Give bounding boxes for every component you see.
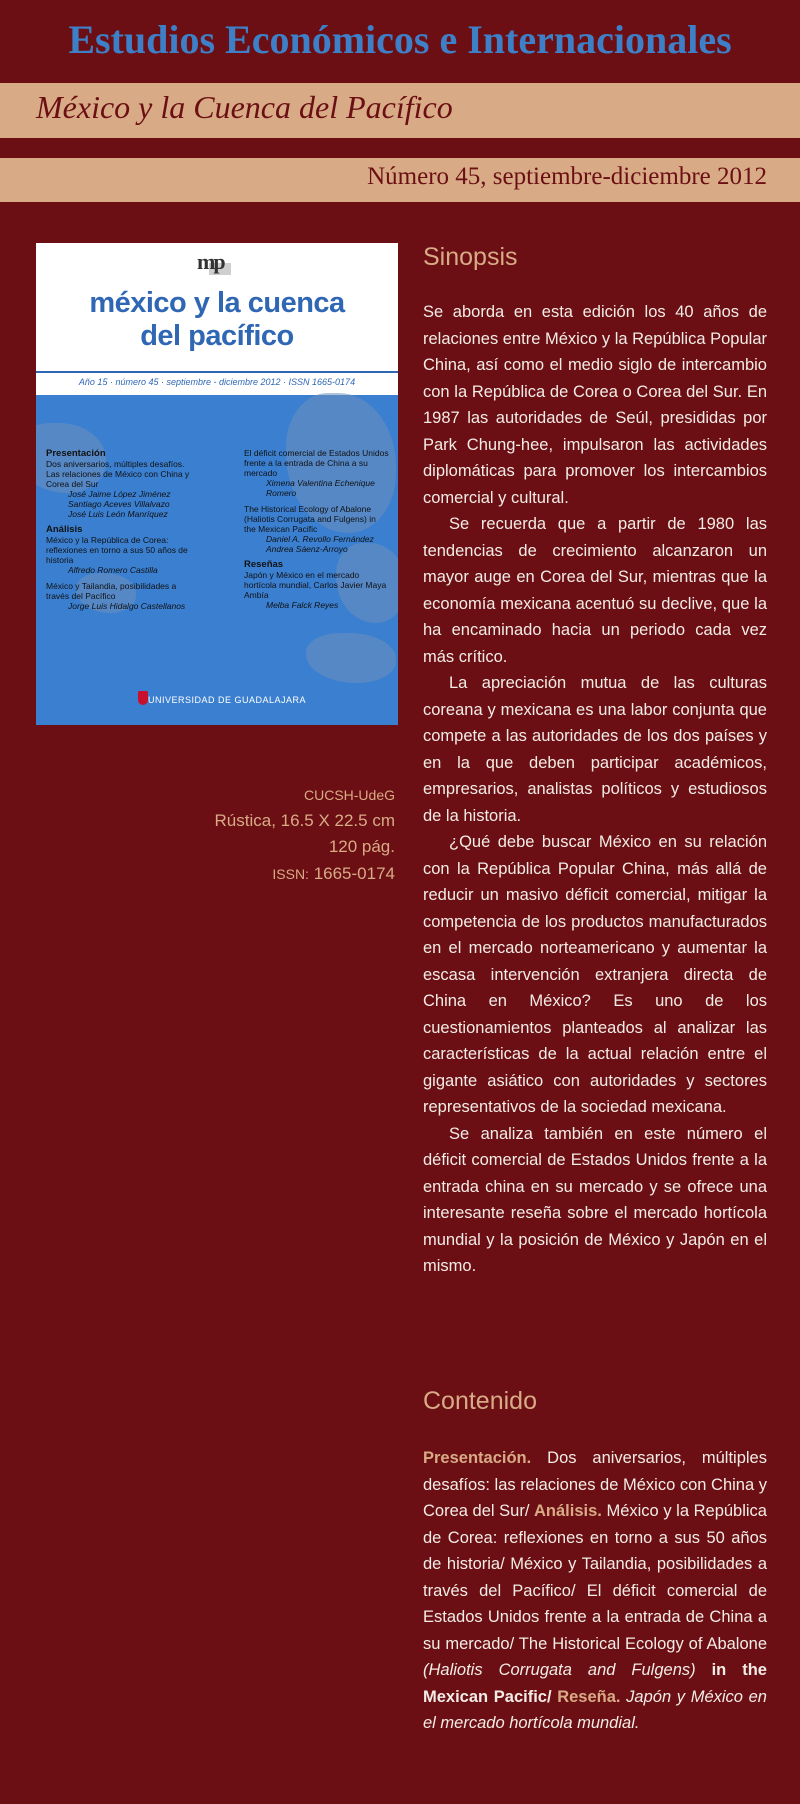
- cover-item: Japón y México en el mercado hortícola mundial, Carlos Javier Maya Ambía: [244, 570, 387, 600]
- cover-right-column: [244, 448, 389, 610]
- cover-author: Santiago Aceves Villalvazo: [68, 499, 170, 509]
- contents-text: México y la República de Corea: reflexiones en torno a sus 50 años de historia/ México y Tailandia, posibilidades a través del Pacífico/ El déficit comercial de Estados Unidos frente a la entrada de China a su mercado/ The Historical Ecology of Abalone: [423, 1502, 767, 1653]
- contents-italic: (Haliotis Corrugata and Fulgens): [423, 1661, 696, 1679]
- issue-band: [0, 158, 800, 202]
- issn-value: 1665-0174: [313, 864, 395, 883]
- contenido-heading: Contenido: [423, 1387, 537, 1415]
- sinopsis-heading: Sinopsis: [423, 243, 518, 271]
- journal-subtitle: México y la Cuenca del Pacífico: [36, 89, 453, 125]
- map-land-5: [306, 633, 396, 683]
- cover-heading: Análisis: [46, 524, 83, 535]
- cover-strip: [36, 371, 398, 395]
- cover-item: The Historical Ecology of Abalone (Haliotis Corrugata and Fulgens) in the Mexican Pacific: [244, 504, 376, 534]
- cover-logo: [197, 249, 237, 275]
- binding-size: Rústica, 16.5 X 22.5 cm: [214, 811, 395, 830]
- contenido-body: [423, 1445, 767, 1737]
- cover-left-column: [46, 443, 196, 611]
- cover-title-line1: méxico y la cuenca: [89, 287, 345, 319]
- logo-text: mp: [197, 249, 224, 274]
- cover-heading: Reseñas: [244, 559, 284, 570]
- cover-author: José Luis León Manríquez: [68, 509, 168, 519]
- cover-item: Dos aniversarios, múltiples desafíos. Las relaciones de México con China y Corea del Sur: [46, 459, 190, 489]
- publisher: CUCSH-UdeG: [303, 787, 395, 803]
- section-label: Presentación.: [423, 1449, 532, 1467]
- page-count: 120 pág.: [328, 837, 395, 856]
- cover-university: UNIVERSIDAD DE GUADALAJARA: [148, 695, 307, 705]
- cover-author: Jorge Luis Hidalgo Castellanos: [68, 601, 186, 611]
- cover-author: Andrea Sáenz-Arroyo: [266, 544, 348, 554]
- sinopsis-paragraph: Se analiza también en este número el déficit comercial de Estados Unidos frente a la entrada china en su mercado y se ofrece una interesante reseña sobre el mercado hortícola mundial y la posición de México y Japón en el mismo.: [423, 1124, 767, 1275]
- sinopsis-body: [423, 299, 767, 1280]
- cover-author: José Jaime López Jiménez: [68, 489, 171, 499]
- issue-label: Número 45, septiembre-diciembre 2012: [367, 163, 767, 190]
- sinopsis-paragraph: Se recuerda que a partir de 1980 las tendencias de crecimiento alcanzaron un mayor auge en Corea del Sur, mientras que la economía mexicana acentuó su declive, que la ha encaminado hacia un periodo cada vez más crítico.: [423, 515, 767, 666]
- cover-item: México y la República de Corea: reflexiones en torno a sus 50 años de historia: [46, 535, 188, 565]
- cover-item: El déficit comercial de Estados Unidos frente a la entrada de China a su mercado: [244, 448, 389, 478]
- sinopsis-paragraph: Se aborda en esta edición los 40 años de relaciones entre México y la República Popular China, así como el medio siglo de intercambio con la República de Corea o Corea del Sur. En 1987 las autoridades de Seúl, presididas por Park Chung-hee, impulsaron las actividades diplomáticas para promover los intercambios comercial y cultural.: [423, 303, 767, 507]
- contents-italic: Japón y México en el mercado hortícola mundial.: [423, 1687, 767, 1732]
- contents-bold: in the Mexican Pacific/: [423, 1661, 767, 1706]
- cover-author: Melba Falck Reyes: [266, 600, 339, 610]
- issn: [36, 864, 395, 884]
- sinopsis-paragraph: ¿Qué debe buscar México en su relación con la República Popular China, más allá de reducir un masivo déficit comercial, mitigar la competencia de los productos manufacturados en el mercado norteamericano y aumentar la escasa intervención extranjera directa de China en México? Es uno de los cuestionamientos planteados al analizar las características de la actual relación entre el gigante asiático con autoridades y sectores representativos de la sociedad mexicana.: [423, 833, 767, 1116]
- cover-title-line2: del pacífico: [140, 320, 294, 352]
- cover-heading: Presentación: [46, 448, 106, 459]
- cover-author: Daniel A. Revollo Fernández: [266, 534, 374, 544]
- journal-cover[interactable]: [36, 243, 398, 725]
- cover-item: México y Tailandia, posibilidades a través del Pacífico: [46, 581, 177, 601]
- sinopsis-paragraph: La apreciación mutua de las culturas coreana y mexicana es una labor conjunta que compete a las autoridades de los dos países y en la que deben participar académicos, empresarios, analistas políticos y estudiosos de la historia.: [423, 674, 767, 825]
- cover-author: Ximena Valentina Echenique Romero: [266, 478, 375, 498]
- site-title: Estudios Económicos e Internacionales: [68, 17, 732, 62]
- section-label: Reseña.: [557, 1687, 621, 1706]
- subtitle-band: [0, 83, 800, 138]
- issn-label: ISSN:: [272, 866, 309, 882]
- contents-text: Dos aniversarios, múltiples desafíos: las relaciones de México con China y Corea del Sur/: [423, 1449, 767, 1520]
- cover-author: Alfredo Romero Castilla: [68, 565, 158, 575]
- university-shield-icon: [138, 691, 148, 705]
- cover-strip-text: Año 15 · número 45 · septiembre - diciembre 2012 · ISSN 1665-0174: [78, 377, 356, 387]
- section-label: Análisis.: [534, 1502, 602, 1520]
